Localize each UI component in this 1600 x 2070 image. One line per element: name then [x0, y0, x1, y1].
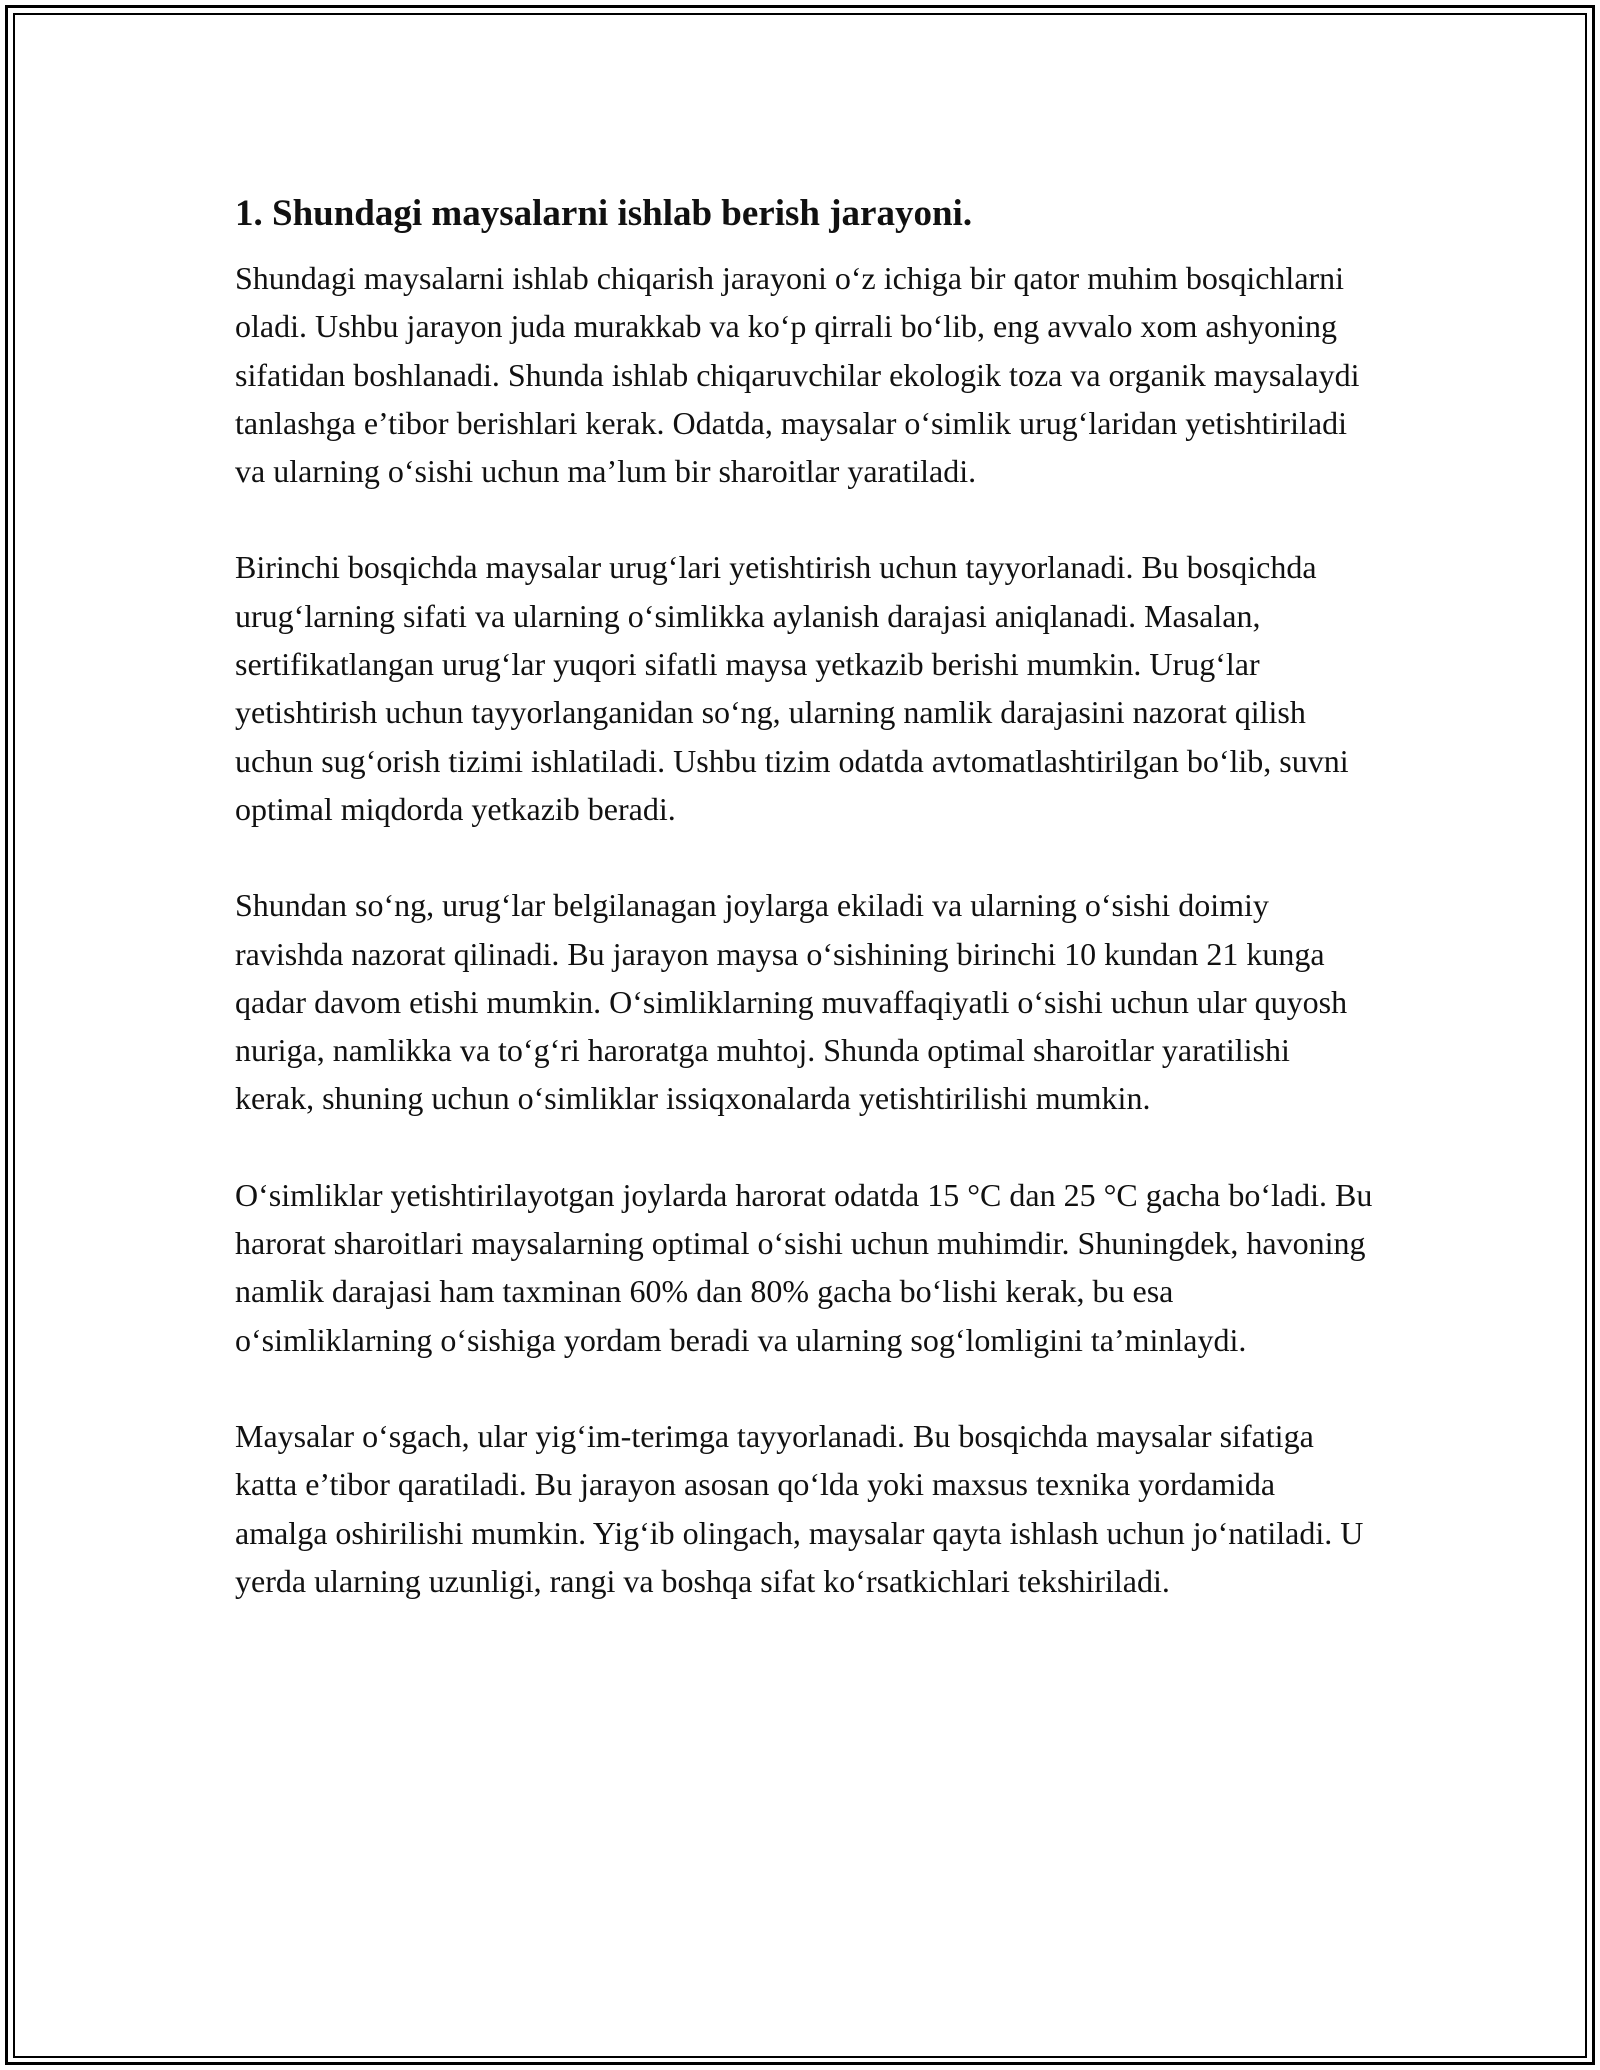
paragraph-2: Birinchi bosqichda maysalar urug‘lari yetishtirish uchun tayyorlanadi. Bu bosqichda urug‘larning sifati va ularning o‘simlikka aylanish darajasi aniqlanadi. Masalan, sertifikatlangan urug‘lar yuqori sifatli maysa yetkazib berishi mumkin. Urug‘lar yetishtirish uchun tayyorlanganidan so‘ng, ularning namlik darajasini nazorat qilish uchun sug‘orish tizimi ishlatiladi. Ushbu tizim odatda avtomatlashtirilgan bo‘lib, suvni optimal miqdorda yetkazib beradi. [235, 549, 1349, 827]
section-heading: 1. Shundagi maysalarni ishlab berish jarayoni. [235, 193, 973, 234]
paragraph-1: Shundagi maysalarni ishlab chiqarish jarayoni o‘z ichiga bir qator muhim bosqichlarni oladi. Ushbu jarayon juda murakkab va ko‘p qirrali bo‘lib, eng avvalo xom ashyoning sifatidan boshlanadi. Shunda ishlab chiqaruvchilar ekologik toza va organik maysalaydi tanlashga e’tibor berishlari kerak. Odatda, maysalar o‘simlik urug‘laridan yetishtiriladi va ularning o‘sishi uchun ma’lum bir sharoitlar yaratiladi. [235, 260, 1360, 490]
paragraph-5: Maysalar o‘sgach, ular yig‘im-terimga tayyorlanadi. Bu bosqichda maysalar sifatiga katta e’tibor qaratiladi. Bu jarayon asosan qo‘lda yoki maxsus texnika yordamida amalga oshirilishi mumkin. Yig‘ib olingach, maysalar qayta ishlash uchun jo‘natiladi. U yerda ularning uzunligi, rangi va boshqa sifat ko‘rsatkichlari tekshiriladi. [235, 1417, 1364, 1599]
paragraph-3: Shundan so‘ng, urug‘lar belgilanagan joylarga ekiladi va ularning o‘sishi doimiy ravishda nazorat qilinadi. Bu jarayon maysa o‘sishining birinchi 10 kundan 21 kunga qadar davom etishi mumkin. O‘simliklarning muvaffaqiyatli o‘sishi uchun ular quyosh nuriga, namlikka va to‘g‘ri haroratga muhtoj. Shunda optimal sharoitlar yaratilishi kerak, shuning uchun o‘simliklar issiqxonalarda yetishtirilishi mumkin. [235, 887, 1348, 1117]
paragraph-4: O‘simliklar yetishtirilayotgan joylarda harorat odatda 15 °C dan 25 °C gacha bo‘ladi. Bu harorat sharoitlari maysalarning optimal o‘sishi uchun muhimdir. Shuningdek, havoning namlik darajasi ham taxminan 60% dan 80% gacha bo‘lishi kerak, bu esa o‘simliklarning o‘sishiga yordam beradi va ularning sog‘lomligini ta’minlaydi. [235, 1176, 1373, 1358]
document-body [235, 188, 1375, 1653]
